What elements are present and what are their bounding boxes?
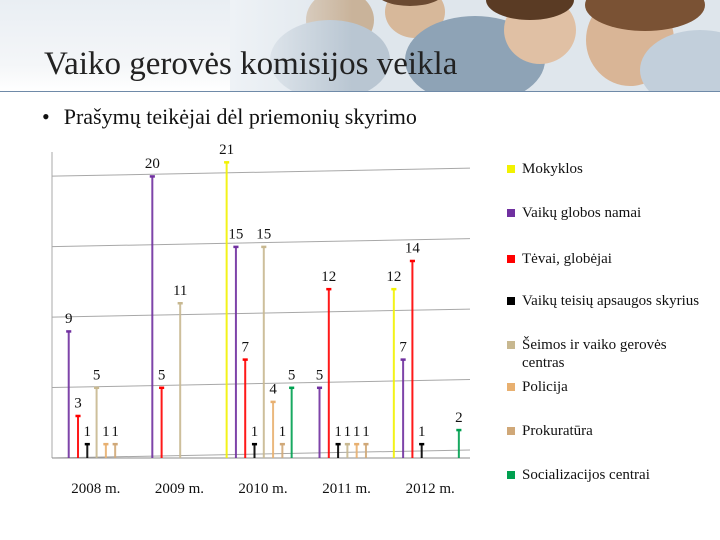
- legend-item: [507, 250, 612, 268]
- data-label: 7: [241, 339, 249, 356]
- bar-cap: [150, 175, 155, 178]
- data-label: 15: [228, 226, 244, 243]
- bar: [421, 444, 423, 458]
- gridline: [52, 168, 470, 176]
- bar-cap: [178, 302, 183, 305]
- slide-title: Vaiko gerovės komisijos veikla: [44, 46, 458, 82]
- bar-cap: [419, 443, 424, 446]
- bar-cap: [94, 387, 99, 390]
- bar: [151, 176, 153, 458]
- bar: [161, 388, 163, 458]
- data-label: 1: [334, 423, 342, 440]
- data-label: 3: [74, 395, 82, 412]
- data-label: 1: [250, 423, 259, 440]
- legend-label: Šeimos ir vaiko gerovės centras: [522, 337, 667, 371]
- legend-item: [507, 466, 650, 484]
- bar-cap: [224, 161, 229, 164]
- bar: [68, 331, 70, 458]
- bar: [263, 247, 265, 458]
- data-label: 1: [102, 423, 110, 440]
- legend-label: Socializacijos centrai: [522, 467, 650, 483]
- data-label: 1: [83, 423, 92, 440]
- bar-cap: [289, 387, 294, 390]
- bar: [346, 444, 348, 458]
- data-label: 21: [219, 142, 235, 159]
- legend-label: Vaikų globos namai: [522, 205, 642, 221]
- data-label: 2: [455, 409, 463, 426]
- data-label: 20: [144, 156, 160, 173]
- legend-swatch: [507, 165, 515, 173]
- bar-cap: [252, 443, 257, 446]
- data-label: 12: [321, 268, 337, 285]
- bar-cap: [261, 246, 266, 249]
- data-label: 1: [417, 423, 426, 440]
- bar: [272, 402, 274, 458]
- data-label: 15: [256, 226, 272, 243]
- bar-cap: [75, 415, 80, 418]
- data-label: 5: [315, 367, 324, 384]
- gridline: [52, 380, 470, 388]
- legend-label: Prokuratūra: [522, 423, 593, 439]
- legend-item: [507, 204, 641, 222]
- bar: [179, 303, 181, 458]
- data-label: 9: [64, 311, 73, 328]
- bar-cap: [363, 443, 368, 446]
- bar-cap: [401, 358, 406, 361]
- bar-cap: [410, 260, 415, 263]
- bar: [337, 444, 339, 458]
- gridline: [52, 309, 470, 317]
- legend-item: [507, 378, 568, 396]
- x-tick-label: 2012 m.: [405, 481, 455, 497]
- bar: [86, 444, 88, 458]
- bar: [365, 444, 367, 458]
- data-label: 1: [362, 423, 370, 440]
- bar-cap: [159, 387, 164, 390]
- bar-cap: [326, 288, 331, 291]
- bar: [235, 247, 237, 458]
- data-label: 1: [352, 423, 361, 440]
- bar: [328, 289, 330, 458]
- data-label: 7: [399, 339, 407, 356]
- legend-swatch: [507, 209, 515, 217]
- data-label: 1: [278, 423, 287, 440]
- bar-cap: [243, 358, 248, 361]
- data-label: 12: [386, 268, 402, 285]
- data-label: 5: [92, 367, 101, 384]
- data-label: 14: [404, 240, 420, 257]
- bar-cap: [456, 429, 461, 432]
- legend-swatch: [507, 255, 515, 263]
- bar-cap: [345, 443, 350, 446]
- bar: [411, 261, 413, 458]
- x-tick-label: 2011 m.: [322, 481, 371, 497]
- legend-item: [507, 422, 593, 440]
- bar-cap: [271, 401, 276, 404]
- bar-cap: [233, 246, 238, 249]
- bullet-dot: •: [42, 104, 50, 129]
- bar: [77, 416, 79, 458]
- data-label: 1: [343, 423, 352, 440]
- bar: [393, 289, 395, 458]
- bar: [291, 388, 293, 458]
- bar: [458, 430, 460, 458]
- slide-subtitle: Prašymų teikėjai dėl priemonių skyrimo: [63, 104, 417, 129]
- x-tick-label: 2010 m.: [238, 481, 288, 497]
- bar: [319, 388, 321, 458]
- legend-label: Vaikų teisių apsaugos skyrius: [522, 293, 700, 309]
- legend-label: Mokyklos: [522, 161, 583, 177]
- legend-swatch: [507, 471, 515, 479]
- bar-cap: [85, 443, 90, 446]
- bar-cap: [280, 443, 285, 446]
- legend-label: Tėvai, globėjai: [522, 251, 612, 267]
- bar: [226, 162, 228, 458]
- bar-cap: [113, 443, 118, 446]
- legend-swatch: [507, 341, 515, 349]
- bar: [114, 444, 116, 458]
- bar-cap: [391, 288, 396, 291]
- bar: [96, 388, 98, 458]
- legend-swatch: [507, 427, 515, 435]
- bar-cap: [317, 387, 322, 390]
- bar-cap: [103, 443, 108, 446]
- bar: [244, 359, 246, 458]
- legend-item: [507, 160, 583, 178]
- bar-cap: [336, 443, 341, 446]
- bar-cap: [66, 330, 71, 333]
- legend-swatch: [507, 383, 515, 391]
- bar: [356, 444, 358, 458]
- x-tick-label: 2008 m.: [71, 481, 121, 497]
- data-label: 5: [287, 367, 296, 384]
- legend-item: [507, 336, 707, 372]
- data-label: 11: [172, 283, 188, 299]
- bar: [105, 444, 107, 458]
- data-label: 5: [157, 367, 166, 384]
- bar: [402, 359, 404, 458]
- data-label: 1: [111, 423, 119, 440]
- bar: [253, 444, 255, 458]
- bar: [281, 444, 283, 458]
- data-label: 4: [269, 381, 277, 398]
- legend-label: Policija: [522, 379, 568, 395]
- legend-item: [507, 292, 699, 310]
- bar-cap: [354, 443, 359, 446]
- x-tick-label: 2009 m.: [154, 481, 204, 497]
- legend-swatch: [507, 297, 515, 305]
